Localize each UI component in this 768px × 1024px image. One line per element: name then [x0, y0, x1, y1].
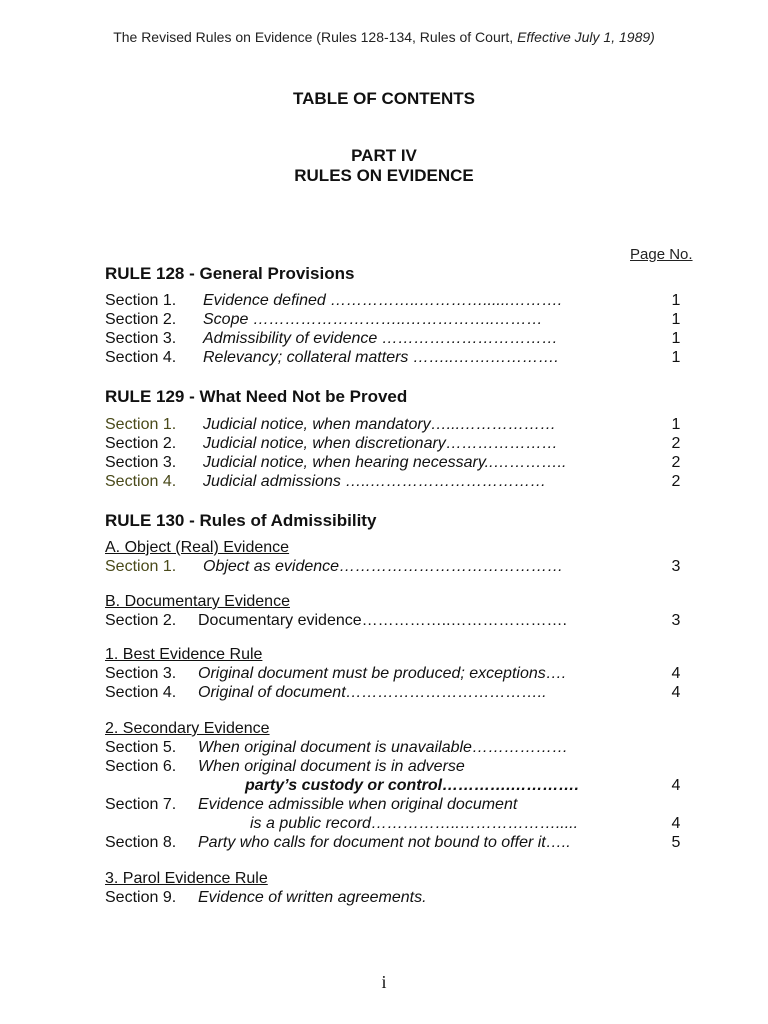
toc-entry[interactable] [105, 834, 685, 853]
section-title: Object as evidence…………………………………… [203, 558, 564, 575]
section-number: Section 6. [105, 758, 177, 775]
toc-entry[interactable] [105, 435, 685, 454]
documentary-evidence-heading: B. Documentary Evidence [105, 593, 290, 610]
header-effective-date: Effective July 1, 1989) [517, 29, 655, 45]
best-evidence-rule-heading: 1. Best Evidence Rule [105, 646, 263, 663]
page-number: 1 [671, 330, 681, 347]
toc-entry-continuation[interactable] [105, 815, 685, 834]
section-number: Section 3. [105, 330, 177, 347]
section-number: Section 1. [105, 416, 177, 433]
section-number: Section 3. [105, 665, 177, 682]
document-header [0, 29, 768, 45]
section-title: Evidence of written agreements. [198, 889, 427, 906]
toc-entry[interactable] [105, 330, 685, 349]
section-number: Section 4. [105, 349, 177, 366]
page-number: 1 [671, 292, 681, 309]
section-title: When original document is in adverse [198, 758, 465, 775]
header-text: The Revised Rules on Evidence (Rules 128-134, Rules of Court, [113, 29, 518, 45]
page-number: 4 [671, 684, 681, 701]
page-number: 3 [671, 558, 681, 575]
part-label: PART IV [351, 146, 417, 165]
section-number: Section 1. [105, 558, 177, 575]
toc-entry[interactable] [105, 796, 685, 815]
secondary-evidence-heading: 2. Secondary Evidence [105, 720, 270, 737]
section-title: When original document is unavailable……………… [198, 739, 568, 756]
toc-entry[interactable] [105, 889, 685, 908]
page-number: 1 [671, 311, 681, 328]
section-number: Section 7. [105, 796, 177, 813]
section-title: Judicial admissions …..…………………………… [203, 473, 547, 490]
rule-129-heading: RULE 129 - What Need Not be Proved [105, 387, 408, 406]
party-word: party [245, 777, 285, 794]
page-number: 5 [671, 834, 681, 851]
continuation-text: ’s custody or control………….…………. [284, 777, 579, 794]
part-name: RULES ON EVIDENCE [294, 166, 474, 185]
page-number: 2 [671, 473, 681, 490]
page-number: 2 [671, 435, 681, 452]
section-title-continuation: is a public record……………..………………..... [250, 815, 579, 832]
section-number: Section 2. [105, 612, 177, 629]
section-number: Section 4. [105, 473, 177, 490]
section-title: Judicial notice, when mandatory…...……………… [203, 416, 557, 433]
section-title: Evidence admissible when original document [198, 796, 518, 813]
section-number: Section 8. [105, 834, 177, 851]
toc-entry[interactable] [105, 612, 685, 631]
toc-entry[interactable] [105, 311, 685, 330]
toc-entry[interactable] [105, 349, 685, 368]
toc-entry[interactable] [105, 416, 685, 435]
section-number: Section 4. [105, 684, 177, 701]
toc-entry[interactable] [105, 454, 685, 473]
section-number: Section 2. [105, 311, 177, 328]
section-title: Original of document……………………………….. [198, 684, 547, 701]
toc-entry[interactable] [105, 758, 685, 777]
section-number: Section 1. [105, 292, 177, 309]
section-title: Judicial notice, when hearing necessary..………….. [203, 454, 567, 471]
footer-page-number: i [381, 972, 387, 992]
rule-130-heading: RULE 130 - Rules of Admissibility [105, 511, 377, 530]
section-title-continuation [245, 777, 579, 795]
page-number: 4 [671, 815, 681, 832]
toc-entry-continuation[interactable] [105, 777, 685, 796]
page-number: 4 [671, 777, 681, 794]
section-title: Party who calls for document not bound to offer it….. [198, 834, 571, 851]
page-no-column-label: Page No. [630, 246, 693, 263]
section-title: Original document must be produced; exceptions…. [198, 665, 567, 682]
section-title: Documentary evidence……………..…………………. [198, 612, 567, 629]
section-title: Evidence defined ……………..…………......………. [203, 292, 563, 309]
section-title: Scope ………………………..……………..……… [203, 311, 543, 328]
object-evidence-heading: A. Object (Real) Evidence [105, 539, 290, 556]
parol-evidence-rule-heading: 3. Parol Evidence Rule [105, 870, 268, 887]
toc-entry[interactable] [105, 739, 685, 758]
toc-entry[interactable] [105, 665, 685, 684]
section-title: Judicial notice, when discretionary………………… [203, 435, 558, 452]
section-title: Relevancy; collateral matters ……..…….…………. [203, 349, 559, 366]
page-number: 1 [671, 416, 681, 433]
toc-entry[interactable] [105, 473, 685, 492]
page-number: 2 [671, 454, 681, 471]
toc-entry[interactable] [105, 684, 685, 703]
rule-128-heading: RULE 128 - General Provisions [105, 264, 355, 283]
toc-title: TABLE OF CONTENTS [293, 89, 475, 108]
toc-entry[interactable] [105, 292, 685, 311]
page-number: 3 [671, 612, 681, 629]
section-number: Section 3. [105, 454, 177, 471]
toc-entry[interactable] [105, 558, 685, 577]
page-number: 4 [671, 665, 681, 682]
section-number: Section 9. [105, 889, 177, 906]
section-number: Section 5. [105, 739, 177, 756]
page-number: 1 [671, 349, 681, 366]
section-title: Admissibility of evidence …………………………… [203, 330, 558, 347]
section-number: Section 2. [105, 435, 177, 452]
